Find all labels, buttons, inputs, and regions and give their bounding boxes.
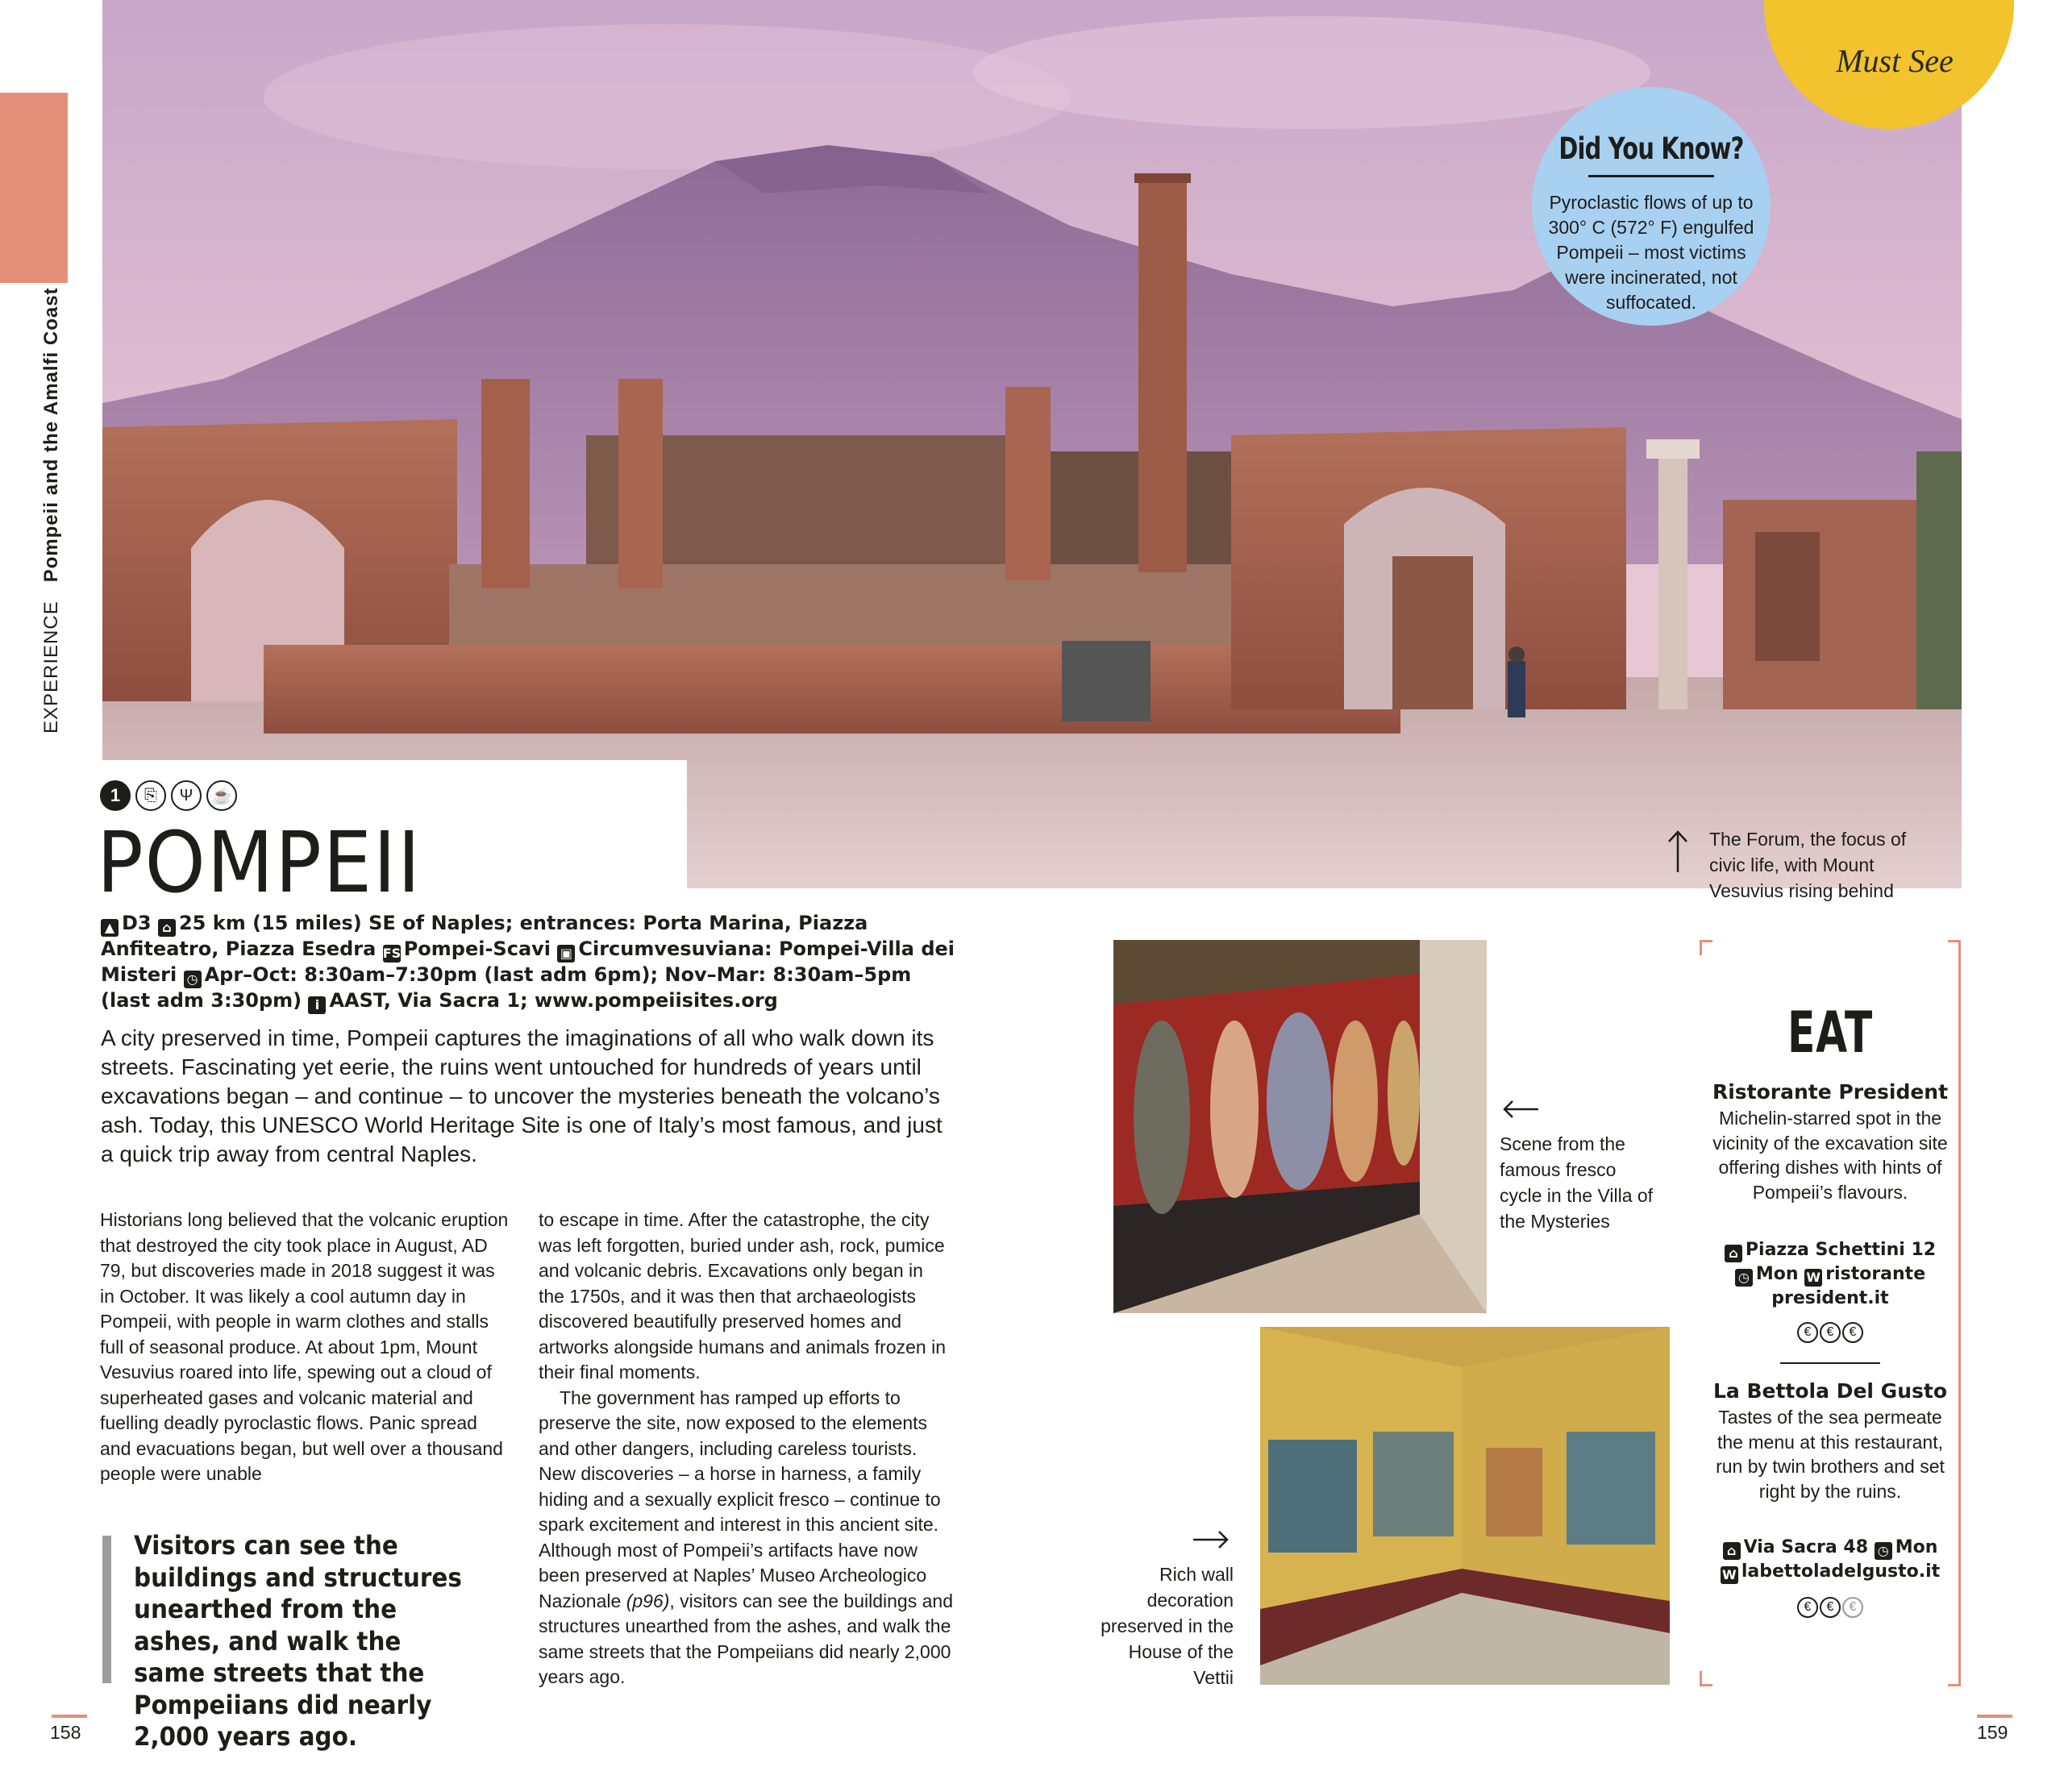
price-euro-icon: € [1842,1322,1863,1343]
villa-mysteries-fresco-photo [1113,940,1487,1313]
arrow-up-icon [1666,829,1690,874]
fresco-caption: Scene from the famous fresco cycle in the Villa of the Mysteries [1500,1133,1654,1232]
price-rating [1709,1320,1951,1343]
restaurant-details [1709,1238,1951,1311]
did-you-know-title: Did You Know? [1558,131,1744,166]
page-number-rule [52,1715,87,1718]
tourist-info: AAST, Via Sacra 1; www.pompeiisites.org [329,989,778,1012]
restaurant-web: labettoladelgusto.it [1741,1561,1941,1582]
page-number-right: 159 [1977,1722,2008,1743]
photo-gap [1487,1274,1672,1327]
entry-number: 1 [100,780,131,811]
ticket-icon: ⎘ [135,780,166,811]
house-of-vettii-photo [1260,1327,1670,1685]
restaurant-name: Ristorante President [1712,1080,1949,1104]
section-label: EXPERIENCE [40,601,62,734]
pull-quote-bar [102,1536,111,1683]
location-text: 25 km (15 miles) SE of Naples; entrances: Porta Marina, Piazza Anfiteatro, Piazza Esedra [101,912,868,960]
intro-paragraph: A city preserved in time, Pompeii captures the imaginations of all who walk down its streets. Fascinating yet eerie, the ruins went untouched for hundreds of years until excavations began – and continue – to uncover the mysteries beneath the volcano’s ash. Today, this UNESCO World Heritage Site is one of Italy’s most famous, and just a quick trip away from central Naples. [101,1025,943,1166]
arrow-right-icon [1192,1530,1230,1549]
location-icon: ⌂ [158,919,176,937]
restaurant-description: Tastes of the sea permeate the menu at this restaurant, run by twin brothers and set right by the ruins. [1716,1407,1945,1502]
clock-icon: ◷ [184,971,202,988]
restaurant-details [1709,1536,1951,1584]
price-euro-icon: € [1797,1597,1818,1618]
body-paragraph [539,1386,954,1690]
page-number-left: 158 [50,1722,81,1743]
price-euro-icon: € [1820,1322,1841,1343]
price-euro-icon: € [1797,1322,1818,1343]
must-see-label: Must See [1836,43,1954,79]
body-column-2 [539,1208,954,1690]
map-icon: ▲ [101,919,119,937]
restaurant-address: Via Sacra 48 [1743,1537,1869,1557]
body-text: The government has ramped up efforts to preserve the site, now exposed to the elements and other dangers, including careless tourists. New discoveries – a horse in harness, a family hiding and a sexually explicit fresco – continue to spark excitement and interest in this ancient site. Although most of Pompeii’s artifacts have now been preserved at Naples’ Museo Archeologico Nazionale [539,1387,941,1611]
body-paragraph: to escape in time. After the catastrophe, the city was left forgotten, buried under ash, rock, pumice and volcanic debris. Excavations only began in the 1750s, and it was then that archaeologists discovered beautifully preserved homes and artworks alongside humans and animals frozen in their final moments. [539,1209,946,1382]
rail-icon: ▣ [557,945,575,963]
info-icon: i [308,996,326,1014]
price-euro-icon: € [1842,1597,1863,1618]
location-icon: ⌂ [1725,1245,1742,1262]
eat-divider [1780,1362,1880,1364]
forum-photo-caption: The Forum, the focus of civic life, with Mount Vesuvius rising behind [1709,829,1907,901]
body-text: , visitors can see the buildings and structures unearthed from the ashes, and walk the same streets that the Pompeiians did nearly 2,000 years ago. [539,1590,953,1687]
region-label: Pompeii and the Amalfi Coast [40,287,62,583]
map-reference: D3 [122,912,152,934]
restaurant-description: Michelin-starred spot in the vicinity of the excavation site offering dishes with hints of Pompeii’s flavours. [1712,1108,1948,1203]
restaurant-web: ristorante president.it [1771,1264,1926,1308]
arrow-left-icon [1501,1100,1540,1119]
entry-icons [100,780,237,813]
cafe-icon: ☕ [206,780,237,811]
opening-hours: Apr–Oct: 8:30am–7:30pm (last adm 6pm); Nov–Mar: 8:30am–5pm (last adm 3:30pm) [101,963,912,1012]
page-number-rule [1977,1715,2012,1718]
vettii-caption: Rich wall decoration preserved in the House of the Vettii [1101,1564,1234,1688]
location-icon: ⌂ [1723,1542,1741,1560]
page-reference: (p96) [626,1590,670,1611]
restaurant-icon: Ψ [171,780,202,811]
closed-icon: ◷ [1875,1542,1892,1560]
section-color-tab [0,93,68,283]
restaurant-name: La Bettola Del Gusto [1712,1379,1948,1403]
pull-quote: Visitors can see the buildings and structures unearthed from the ashes, and walk the same streets that the Pompeiians did nearly 2,000 years ago. [134,1530,462,1752]
restaurant-closed: Mon [1895,1537,1938,1557]
closed-icon: ◷ [1735,1269,1753,1287]
restaurant-address: Piazza Schettini 12 [1745,1240,1937,1260]
rail-line: Circumvesuviana: Pompei-Villa dei Misteri [101,938,955,986]
practical-info [101,911,955,1014]
web-icon: W [1804,1269,1822,1287]
price-rating [1709,1595,1951,1618]
body-column-1: Historians long believed that the volcanic eruption that destroyed the city took place in August, AD 79, but discoveries made in 2018 suggest it was in October. It was likely a cool autumn day in Pompeii, with people in warm clothes and stalls full of seasonal produce. At about 1pm, Mount Vesuvius roared into life, spewing out a cloud of superheated gases and volcanic material and fuelling deadly pyroclastic flows. Panic spread and evacuations began, but well over a thousand people were unable [100,1209,509,1484]
did-you-know-text: Pyroclastic flows of up to 300° C (572° F) engulfed Pompeii – most victims were incinerated, not suffocated. [1548,192,1754,313]
web-icon: W [1721,1566,1738,1584]
eat-title: EAT [1787,1000,1874,1066]
price-euro-icon: € [1820,1597,1841,1618]
restaurant-closed: Mon [1755,1264,1799,1284]
section-running-head [29,287,74,734]
train-icon: FS [382,946,402,961]
did-you-know-rule [1588,175,1714,177]
train-station: Pompei-Scavi [403,938,551,960]
page-title: POMPEII [97,813,422,912]
